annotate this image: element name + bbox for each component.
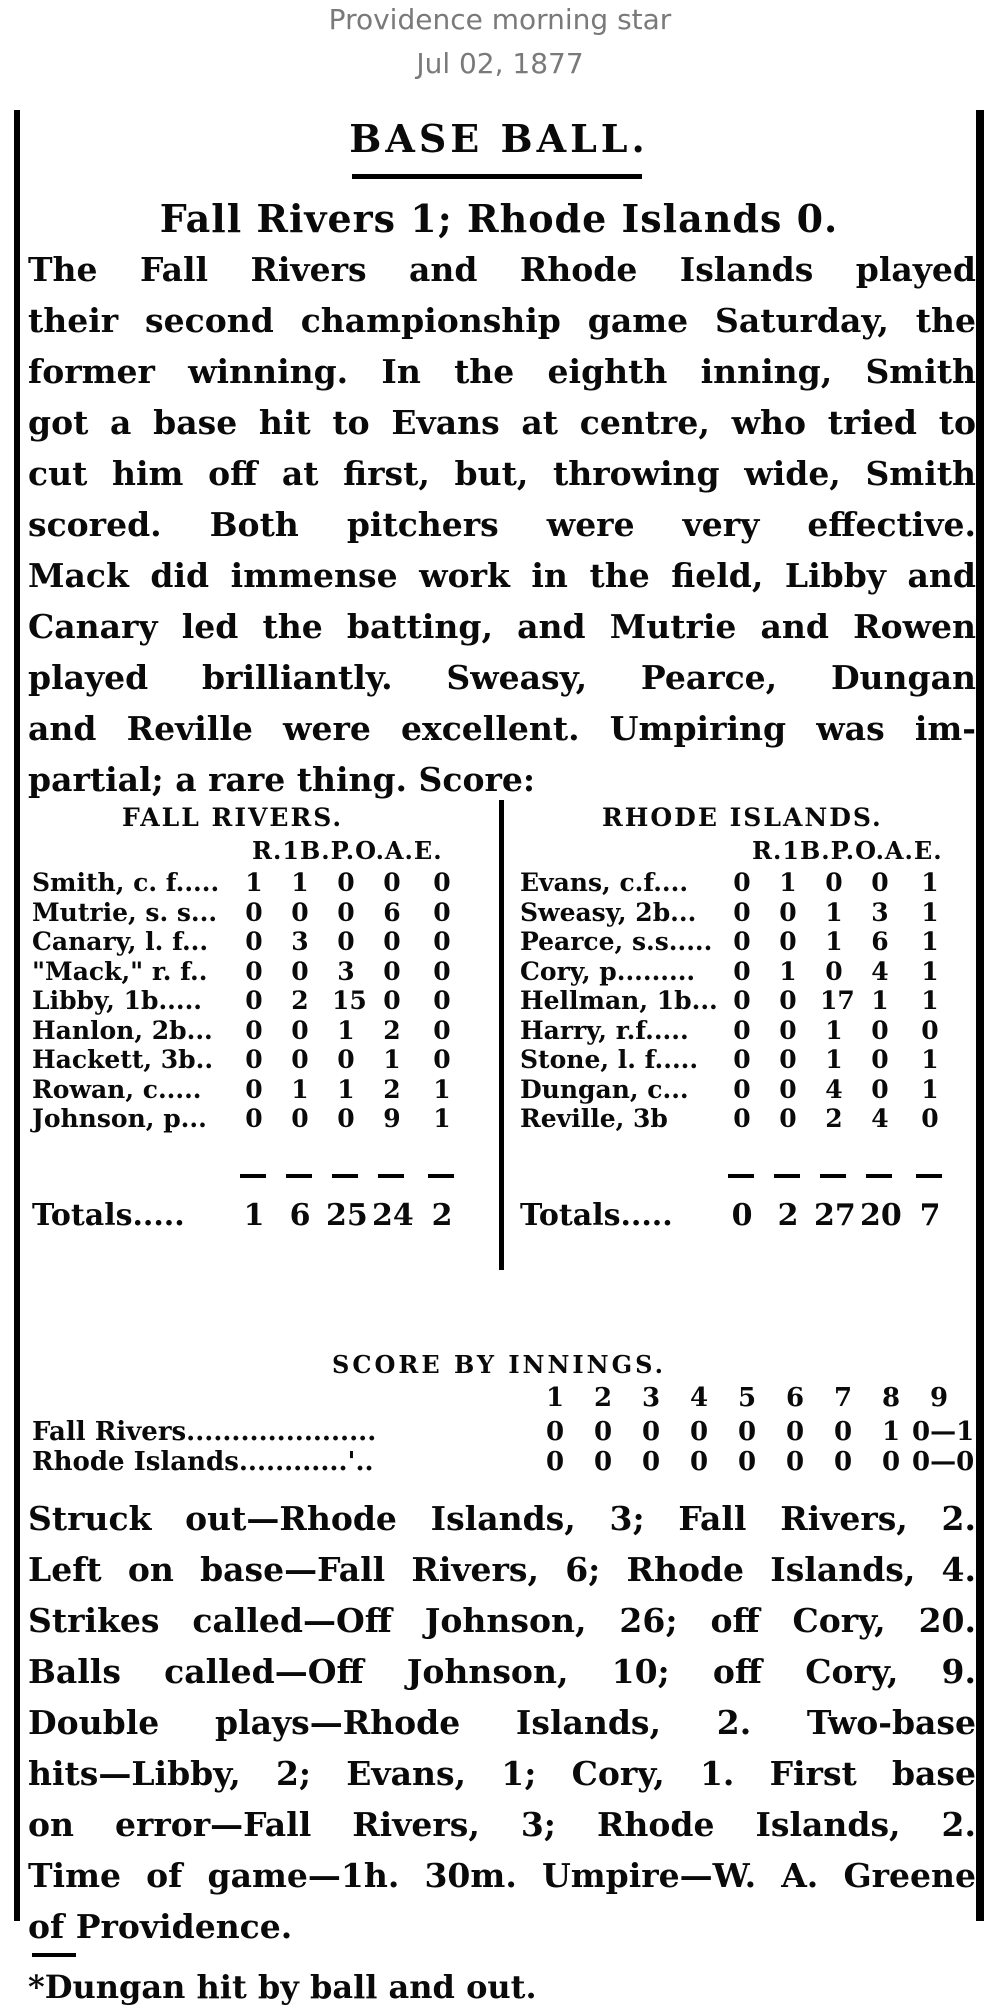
- stat-e: 1: [433, 1074, 451, 1104]
- stat-b: 1: [779, 868, 797, 897]
- summary_lines-line: Balls called—Off Johnson, 10; off Cory, 9.: [28, 1652, 976, 1691]
- team-name: Fall Rivers.....................: [32, 1417, 377, 1447]
- stat-a: 2: [383, 1015, 401, 1045]
- player-row: [32, 927, 492, 956]
- total-po: 27: [814, 1198, 856, 1233]
- player-name: Harry, r.f.....: [520, 1015, 689, 1045]
- inning-runs: 0: [737, 1417, 757, 1447]
- inning-total: 0—1: [912, 1417, 975, 1447]
- player-name: Rowan, c.....: [32, 1074, 202, 1104]
- player-name: Pearce, s.s.....: [520, 927, 713, 956]
- stat-e: 0: [921, 1104, 939, 1133]
- player-name: Cory, p.........: [520, 956, 696, 986]
- player-name: Mutrie, s. s...: [32, 897, 218, 927]
- fall-rivers-columns-header: R.1B.P.O.A.E.: [252, 836, 443, 865]
- stat-e: 1: [921, 927, 939, 956]
- body_lines-line: and Reville were excellent. Umpiring was im-: [28, 709, 976, 748]
- totals-rule: [820, 1174, 846, 1178]
- player-name: Dungan, c...: [520, 1074, 689, 1104]
- stat-e: 0: [433, 956, 451, 986]
- stat-e: 1: [921, 897, 939, 927]
- stat-r: 1: [245, 868, 263, 897]
- body_lines-line: Mack did immense work in the field, Libby and: [28, 556, 976, 595]
- inning-number: 5: [737, 1383, 757, 1413]
- totals-rule: [286, 1174, 312, 1178]
- stat-b: 0: [291, 1104, 309, 1133]
- player-row: [520, 986, 980, 1015]
- stat-a: 0: [383, 956, 401, 986]
- totals-row: [520, 1196, 980, 1236]
- inning-number: 1: [545, 1383, 565, 1413]
- stat-a: 6: [383, 897, 401, 927]
- inning-runs: 0: [881, 1447, 901, 1477]
- stat-a: 0: [871, 1015, 889, 1045]
- stat-r: 0: [733, 897, 751, 927]
- stat-e: 0: [433, 1045, 451, 1074]
- inning-runs: 0: [737, 1447, 757, 1477]
- column-border-left: [14, 110, 20, 1921]
- player-row: [520, 1104, 980, 1133]
- stat-r: 0: [733, 1074, 751, 1104]
- stat-a: 3: [871, 897, 889, 927]
- totals-rule: [866, 1174, 892, 1178]
- inning-runs: 0: [593, 1417, 613, 1447]
- stat-r: 0: [733, 1104, 751, 1133]
- body_lines-line: partial; a rare thing. Score:: [28, 760, 536, 799]
- stat-b: 3: [291, 927, 309, 956]
- player-name: Canary, l. f...: [32, 927, 209, 956]
- stat-b: 0: [291, 1045, 309, 1074]
- player-row: [520, 957, 980, 986]
- stat-a: 0: [383, 986, 401, 1015]
- stat-b: 2: [291, 986, 309, 1015]
- player-row: [520, 927, 980, 956]
- totals-row: [32, 1196, 492, 1236]
- player-name: Smith, c. f.....: [32, 868, 220, 897]
- article-body: [28, 244, 976, 805]
- stat-a: 1: [871, 986, 889, 1015]
- stat-po: 3: [337, 956, 355, 986]
- inning-total: 0—0: [912, 1447, 975, 1477]
- player-row: [32, 1016, 492, 1045]
- stat-r: 0: [245, 986, 263, 1015]
- player-name: Stone, l. f.....: [520, 1045, 699, 1074]
- stat-b: 0: [779, 1045, 797, 1074]
- stat-po: 0: [337, 1104, 355, 1133]
- stat-e: 1: [921, 868, 939, 897]
- stat-e: 0: [433, 927, 451, 956]
- stat-b: 0: [779, 986, 797, 1015]
- stat-po: 1: [337, 1074, 355, 1104]
- total-po: 25: [326, 1198, 368, 1233]
- total-e: 7: [919, 1198, 941, 1233]
- player-row: [520, 1045, 980, 1074]
- stat-e: 1: [433, 1104, 451, 1133]
- stat-b: 1: [291, 868, 309, 897]
- stat-a: 9: [383, 1104, 401, 1133]
- inning-number: 3: [641, 1383, 661, 1413]
- source-header: [0, 0, 1000, 104]
- stat-r: 0: [733, 927, 751, 956]
- stat-r: 0: [245, 1015, 263, 1045]
- box-score-divider: [499, 800, 504, 1270]
- body_lines-line: got a base hit to Evans at centre, who tried to: [28, 403, 976, 442]
- body_lines-line: Canary led the batting, and Mutrie and Rowen: [28, 607, 976, 646]
- inning-number: 4: [689, 1383, 709, 1413]
- totals-rule: [378, 1174, 404, 1178]
- stat-r: 0: [245, 897, 263, 927]
- stat-po: 17: [820, 986, 855, 1015]
- innings-row: [32, 1416, 975, 1448]
- totals-rule: [240, 1174, 266, 1178]
- stat-e: 0: [433, 1015, 451, 1045]
- body_lines-line: The Fall Rivers and Rhode Islands played: [28, 250, 976, 289]
- newspaper-clipping: [22, 110, 976, 2006]
- inning-runs: 0: [785, 1447, 805, 1477]
- stat-a: 2: [383, 1074, 401, 1104]
- stat-a: 0: [871, 868, 889, 897]
- stat-b: 0: [779, 897, 797, 927]
- stat-po: 4: [825, 1074, 843, 1104]
- player-name: Libby, 1b.....: [32, 986, 202, 1015]
- player-name: Hanlon, 2b...: [32, 1015, 213, 1045]
- stat-r: 0: [733, 1045, 751, 1074]
- stat-po: 0: [337, 897, 355, 927]
- stat-b: 1: [291, 1074, 309, 1104]
- body_lines-line: their second championship game Saturday, the: [28, 301, 976, 340]
- player-row: [32, 1075, 492, 1104]
- totals-rule: [916, 1174, 942, 1178]
- heading-rule: [352, 174, 642, 179]
- summary_lines-line: on error—Fall Rivers, 3; Rhode Islands, 2.: [28, 1805, 976, 1844]
- stat-b: 0: [779, 1015, 797, 1045]
- stat-b: 0: [291, 897, 309, 927]
- total-b: 6: [289, 1198, 311, 1233]
- player-row: [32, 1045, 492, 1074]
- player-row: [32, 957, 492, 986]
- player-row: [32, 986, 492, 1015]
- article-heading: BASE BALL.: [349, 116, 649, 161]
- stat-b: 0: [779, 927, 797, 956]
- stat-po: 2: [825, 1104, 843, 1133]
- player-row: [32, 898, 492, 927]
- totals-rule: [774, 1174, 800, 1178]
- summary_lines-line: hits—Libby, 2; Evans, 1; Cory, 1. First base: [28, 1754, 976, 1793]
- innings-row: [32, 1446, 975, 1478]
- inning-runs: 0: [641, 1417, 661, 1447]
- totals-rule: [332, 1174, 358, 1178]
- totals-rule: [728, 1174, 754, 1178]
- score-by-innings-title: SCORE BY INNINGS.: [332, 1350, 666, 1379]
- player-row: [32, 1104, 492, 1133]
- rhode-islands-title: RHODE ISLANDS.: [602, 803, 883, 832]
- total-e: 2: [431, 1198, 453, 1233]
- totals-label: Totals.....: [32, 1198, 185, 1233]
- stat-po: 0: [337, 868, 355, 897]
- fall-rivers-title: FALL RIVERS.: [122, 803, 344, 832]
- stat-po: 0: [825, 868, 843, 897]
- player-row: [520, 898, 980, 927]
- inning-runs: 0: [785, 1417, 805, 1447]
- player-name: "Mack," r. f..: [32, 956, 208, 986]
- stat-e: 1: [921, 956, 939, 986]
- player-row: [520, 1075, 980, 1104]
- body_lines-line: played brilliantly. Sweasy, Pearce, Dungan: [28, 658, 976, 697]
- summary_lines-line: Left on base—Fall Rivers, 6; Rhode Islands, 4.: [28, 1550, 976, 1589]
- inning-runs: 1: [881, 1417, 901, 1447]
- stat-e: 1: [921, 1074, 939, 1104]
- stat-po: 0: [337, 927, 355, 956]
- totals-rule: [428, 1174, 454, 1178]
- stat-r: 0: [733, 986, 751, 1015]
- stat-e: 1: [921, 1045, 939, 1074]
- stat-a: 0: [871, 1074, 889, 1104]
- game-summary: [28, 1493, 976, 1952]
- stat-a: 0: [383, 868, 401, 897]
- stat-po: 1: [337, 1015, 355, 1045]
- rhode-islands-columns-header: R.1B.P.O.A.E.: [752, 836, 943, 865]
- stat-b: 0: [291, 956, 309, 986]
- stat-r: 0: [245, 927, 263, 956]
- stat-po: 15: [332, 986, 367, 1015]
- stat-r: 0: [245, 1074, 263, 1104]
- footnote: *Dungan hit by ball and out.: [28, 1968, 537, 2006]
- stat-po: 0: [337, 1045, 355, 1074]
- body_lines-line: scored. Both pitchers were very effective.: [28, 505, 976, 544]
- player-name: Hellman, 1b...: [520, 986, 718, 1015]
- stat-r: 0: [245, 956, 263, 986]
- publication-name: Providence morning star: [328, 3, 672, 36]
- total-r: 1: [243, 1198, 265, 1233]
- stat-po: 1: [825, 1015, 843, 1045]
- stat-a: 4: [871, 1104, 889, 1133]
- total-r: 0: [731, 1198, 753, 1233]
- total-a: 24: [372, 1198, 414, 1233]
- stat-a: 0: [383, 927, 401, 956]
- stat-b: 0: [779, 1074, 797, 1104]
- stat-r: 0: [245, 1104, 263, 1133]
- inning-runs: 0: [689, 1447, 709, 1477]
- stat-a: 0: [871, 1045, 889, 1074]
- player-name: Johnson, p...: [32, 1104, 207, 1133]
- team-name: Rhode Islands............'..: [32, 1447, 374, 1477]
- stat-a: 1: [383, 1045, 401, 1074]
- summary_lines-line: Struck out—Rhode Islands, 3; Fall Rivers, 2.: [28, 1499, 976, 1538]
- inning-number: 2: [593, 1383, 613, 1413]
- total-a: 20: [860, 1198, 902, 1233]
- stat-r: 0: [733, 868, 751, 897]
- stat-r: 0: [733, 1015, 751, 1045]
- summary_lines-line: Strikes called—Off Johnson, 26; off Cory, 20.: [28, 1601, 976, 1640]
- inning-runs: 0: [833, 1417, 853, 1447]
- body_lines-line: former winning. In the eighth inning, Smith: [28, 352, 976, 391]
- inning-number: 8: [881, 1383, 901, 1413]
- inning-number: 6: [785, 1383, 805, 1413]
- publication-date: Jul 02, 1877: [416, 47, 584, 80]
- player-name: Hackett, 3b..: [32, 1045, 214, 1074]
- stat-po: 1: [825, 927, 843, 956]
- stat-a: 6: [871, 927, 889, 956]
- stat-a: 4: [871, 956, 889, 986]
- stat-r: 0: [245, 1045, 263, 1074]
- inning-runs: 0: [593, 1447, 613, 1477]
- player-name: Sweasy, 2b...: [520, 897, 697, 927]
- inning-runs: 0: [641, 1447, 661, 1477]
- stat-b: 0: [779, 1104, 797, 1133]
- player-row: [520, 868, 980, 897]
- stat-po: 1: [825, 897, 843, 927]
- inning-runs: 0: [833, 1447, 853, 1477]
- inning-number: 7: [833, 1383, 853, 1413]
- stat-b: 0: [291, 1015, 309, 1045]
- stat-e: 0: [433, 868, 451, 897]
- inning-runs: 0: [689, 1417, 709, 1447]
- player-row: [32, 868, 492, 897]
- summary_lines-line: Time of game—1h. 30m. Umpire—W. A. Greene: [28, 1856, 976, 1895]
- stat-po: 0: [825, 956, 843, 986]
- player-name: Evans, c.f....: [520, 868, 689, 897]
- stat-e: 0: [433, 986, 451, 1015]
- footnote-rule: [32, 1953, 76, 1957]
- summary_lines-line: Double plays—Rhode Islands, 2. Two-base: [28, 1703, 976, 1742]
- article-subheading: Fall Rivers 1; Rhode Islands 0.: [159, 196, 839, 241]
- stat-e: 1: [921, 986, 939, 1015]
- total-b: 2: [777, 1198, 799, 1233]
- summary_lines-line: of Providence.: [28, 1907, 293, 1946]
- stat-e: 0: [921, 1015, 939, 1045]
- inning-runs: 0: [545, 1447, 565, 1477]
- player-name: Reville, 3b: [520, 1104, 668, 1133]
- innings-header: [32, 1382, 972, 1414]
- stat-b: 1: [779, 956, 797, 986]
- inning-number: 9: [929, 1383, 949, 1413]
- player-row: [520, 1016, 980, 1045]
- stat-e: 0: [433, 897, 451, 927]
- body_lines-line: cut him off at first, but, throwing wide, Smith: [28, 454, 976, 493]
- stat-r: 0: [733, 956, 751, 986]
- totals-label: Totals.....: [520, 1198, 673, 1233]
- inning-runs: 0: [545, 1417, 565, 1447]
- stat-po: 1: [825, 1045, 843, 1074]
